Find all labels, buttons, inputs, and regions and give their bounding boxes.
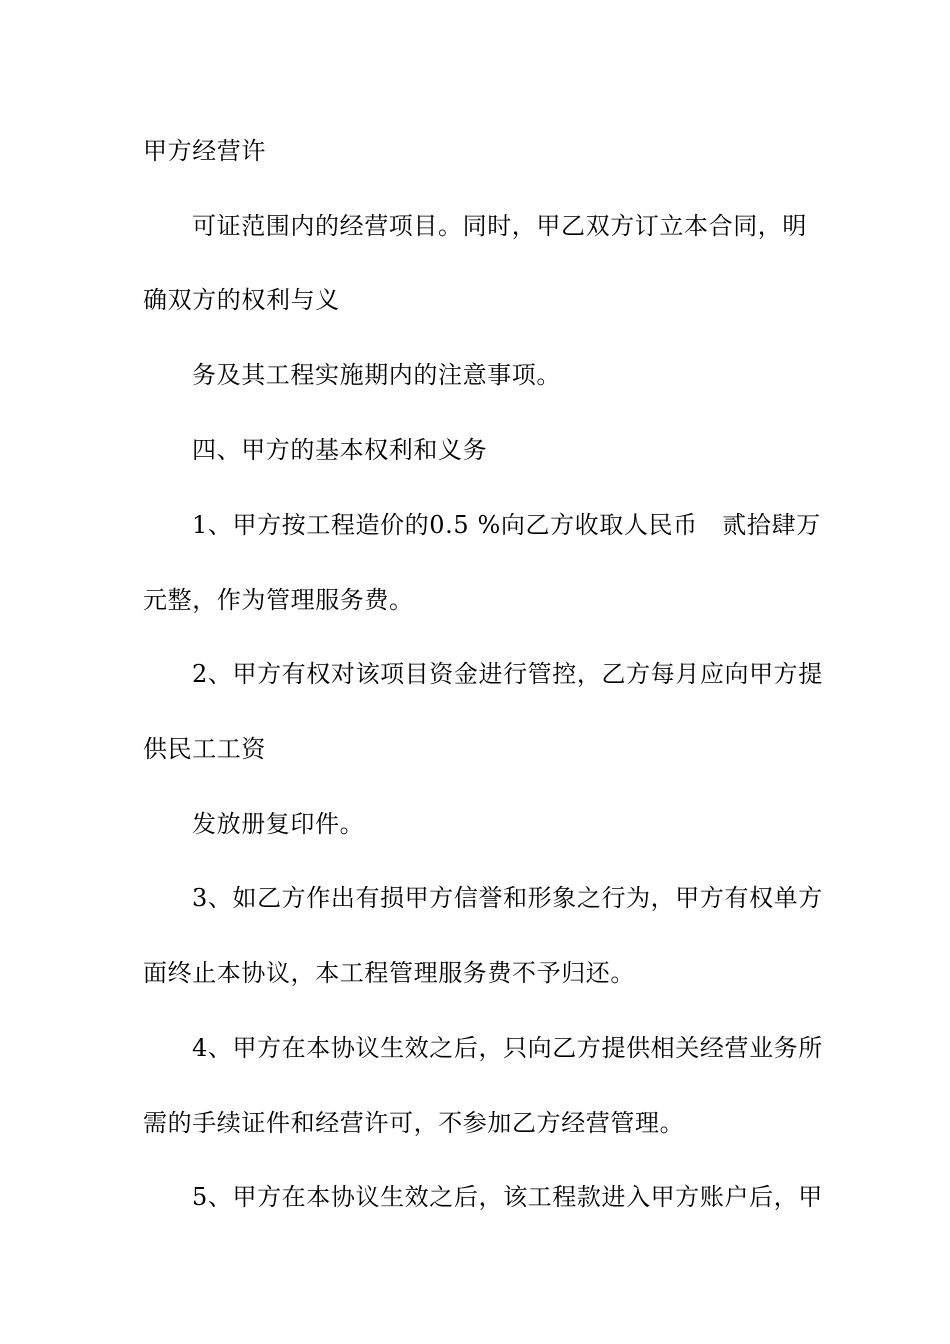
text-line: 2、甲方有权对该项目资金进行管控，乙方每月应向甲方提 [192, 660, 823, 688]
text-line: 3、如乙方作出有损甲方信誉和形象之行为，甲方有权单方 [192, 884, 823, 912]
text-line: 确双方的权利与义 [143, 286, 340, 314]
text-line: 4、甲方在本协议生效之后，只向乙方提供相关经营业务所 [192, 1034, 823, 1062]
text-line: 面终止本协议，本工程管理服务费不予归还。 [143, 959, 635, 987]
text-line: 务及其工程实施期内的注意事项。 [192, 361, 561, 389]
section-heading: 四、甲方的基本权利和义务 [192, 436, 488, 464]
text-line: 1、甲方按工程造价的0.5 %向乙方收取人民币 贰拾肆万 [192, 511, 821, 539]
text-line: 甲方经营许 [143, 137, 266, 165]
text-line: 供民工工资 [143, 735, 266, 763]
text-line: 元整，作为管理服务费。 [143, 586, 414, 614]
text-line: 5、甲方在本协议生效之后，该工程款进入甲方账户后，甲 [192, 1183, 823, 1211]
text-line: 可证范围内的经营项目。同时，甲乙双方订立本合同，明 [192, 212, 807, 240]
text-line: 需的手续证件和经营许可，不参加乙方经营管理。 [143, 1109, 685, 1137]
text-line: 发放册复印件。 [192, 810, 365, 838]
